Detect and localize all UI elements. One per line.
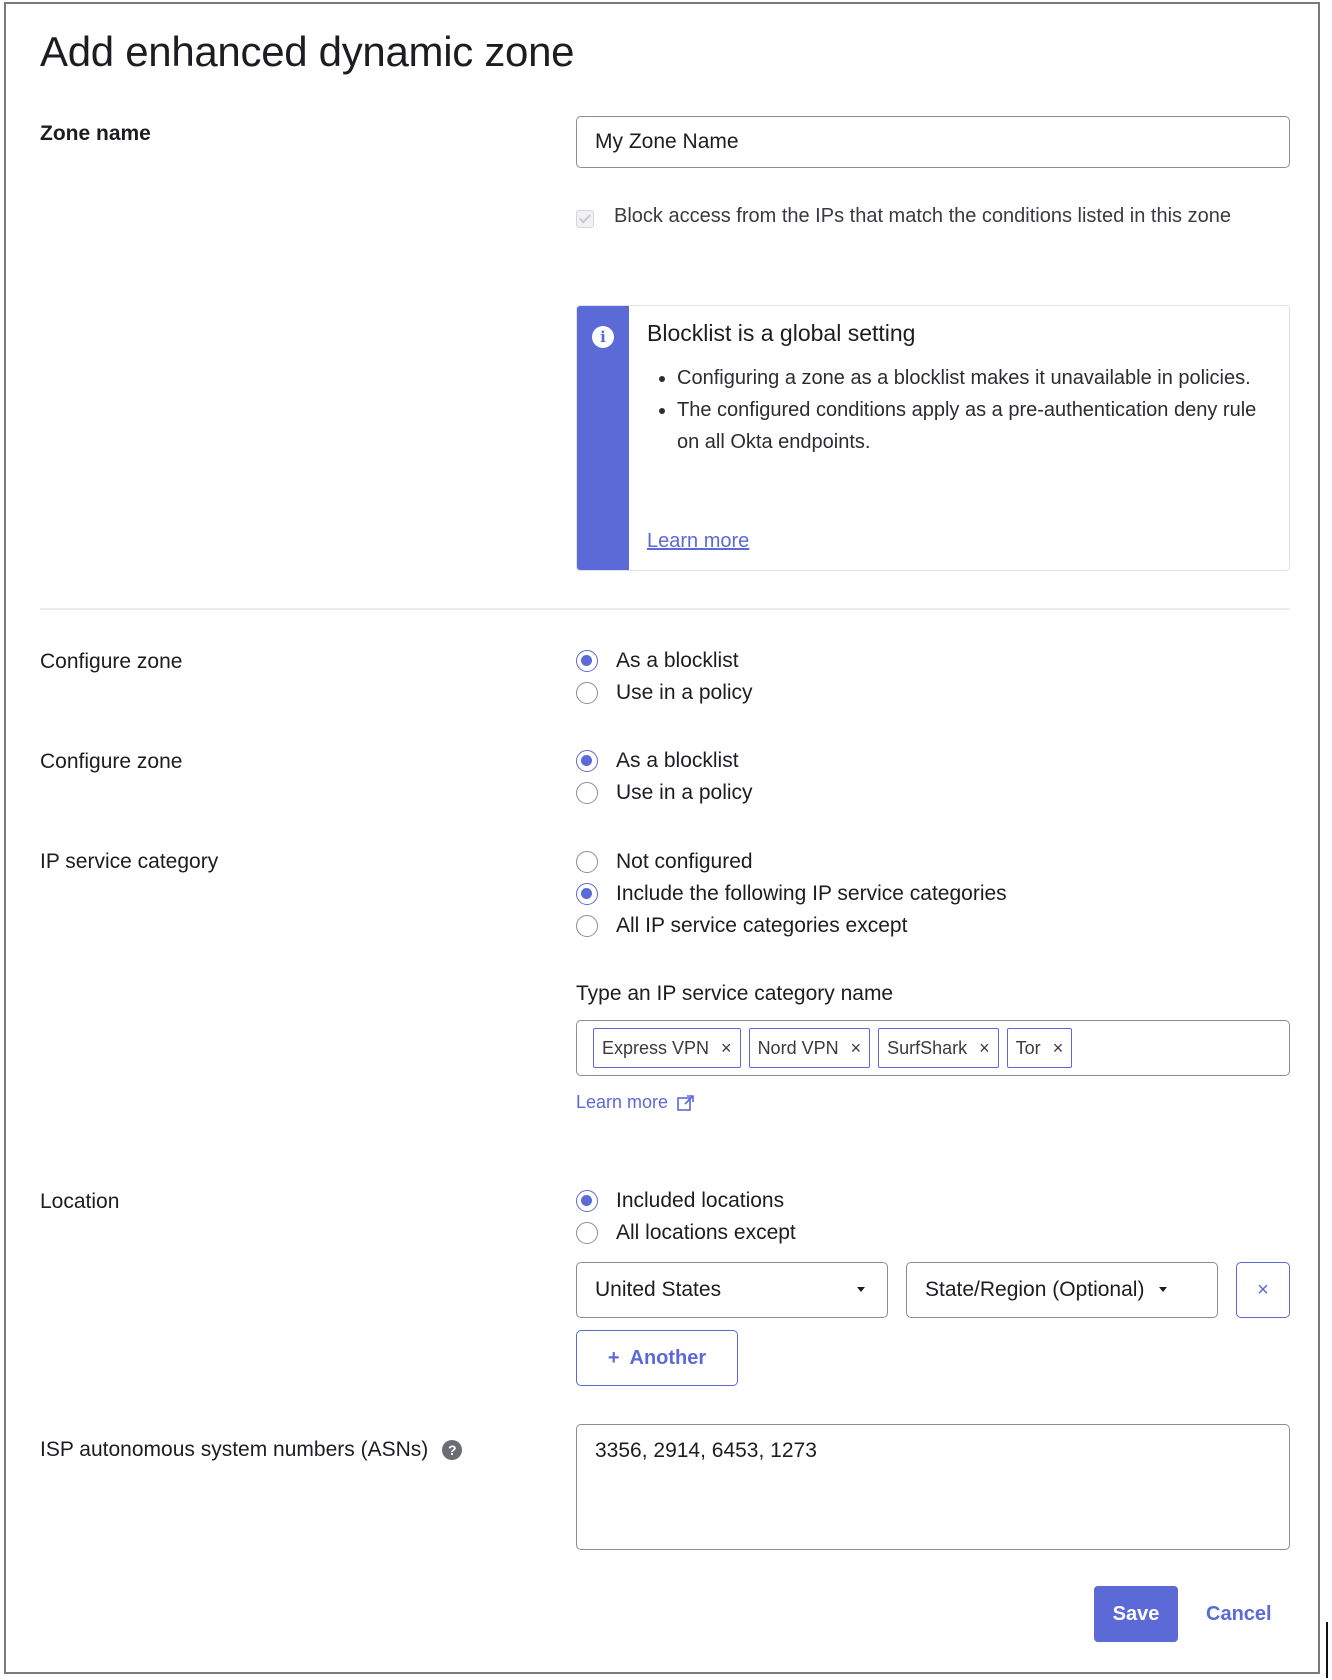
- callout-learn-more-link[interactable]: Learn more: [647, 530, 750, 552]
- ip-category-tag-input[interactable]: [576, 1020, 1290, 1076]
- radio-label: Include the following IP service categories: [616, 882, 1007, 905]
- radio-label: Not configured: [616, 850, 753, 873]
- callout-title: Blocklist is a global setting: [647, 320, 916, 346]
- configure-zone-label: Configure zone: [40, 650, 183, 673]
- callout-bullets: [647, 362, 1277, 458]
- state-region-placeholder: State/Region (Optional): [925, 1278, 1145, 1301]
- asn-label: ISP autonomous system numbers (ASNs): [40, 1438, 429, 1461]
- radio-option-blocklist[interactable]: [576, 645, 753, 677]
- radio-label: All IP service categories except: [616, 914, 908, 937]
- tag-label: Tor: [1015, 1037, 1041, 1058]
- tag-chip: [593, 1028, 741, 1068]
- tag-remove-icon[interactable]: ×: [979, 1037, 990, 1058]
- configure-zone-label-2: Configure zone: [40, 750, 183, 773]
- help-icon[interactable]: ?: [442, 1440, 462, 1460]
- radio-button[interactable]: [576, 851, 598, 873]
- country-select-value: United States: [595, 1278, 722, 1301]
- radio-button[interactable]: [576, 883, 598, 905]
- radio-button[interactable]: [576, 782, 598, 804]
- cursor-mark: [1326, 1622, 1328, 1678]
- plus-icon: +: [607, 1346, 620, 1369]
- page-title: Add enhanced dynamic zone: [40, 28, 575, 75]
- asn-textarea[interactable]: [576, 1424, 1290, 1550]
- save-button[interactable]: Save: [1094, 1586, 1178, 1642]
- radio-button[interactable]: [576, 915, 598, 937]
- ip-category-learn-more-link[interactable]: [576, 1092, 696, 1113]
- radio-label: All locations except: [616, 1221, 796, 1244]
- close-icon: ×: [1257, 1278, 1269, 1301]
- tag-label: Nord VPN: [757, 1037, 839, 1058]
- add-another-location-button[interactable]: [576, 1330, 738, 1386]
- radio-option-include[interactable]: [576, 878, 1007, 910]
- radio-button[interactable]: [576, 1222, 598, 1244]
- radio-option-blocklist[interactable]: [576, 745, 753, 777]
- tag-label: Express VPN: [602, 1037, 710, 1058]
- chevron-down-icon: [1159, 1287, 1167, 1292]
- ip-service-category-radio-group: [576, 846, 1007, 942]
- radio-option-policy[interactable]: [576, 777, 753, 809]
- tag-chip: [749, 1028, 871, 1068]
- callout-bullet: • The configured conditions apply as a pre-authentication deny rule on all Okta endpoints.: [677, 394, 1277, 458]
- configure-zone-radio-group-2: [576, 745, 753, 809]
- zone-name-label: Zone name: [40, 122, 151, 145]
- radio-option-policy[interactable]: [576, 677, 753, 709]
- radio-label: Included locations: [616, 1189, 785, 1212]
- asn-label-row: [40, 1438, 462, 1462]
- location-radio-group: [576, 1185, 796, 1249]
- tag-label: SurfShark: [887, 1037, 968, 1058]
- tag-chip: [878, 1028, 999, 1068]
- state-region-select[interactable]: [906, 1262, 1218, 1318]
- radio-button[interactable]: [576, 682, 598, 704]
- ip-category-field-label: Type an IP service category name: [576, 982, 894, 1005]
- cancel-button[interactable]: Cancel: [1206, 1602, 1272, 1625]
- radio-option-except[interactable]: [576, 910, 1007, 942]
- tag-remove-icon[interactable]: ×: [1052, 1037, 1064, 1058]
- radio-label: As a blocklist: [616, 649, 739, 672]
- tag-remove-icon[interactable]: ×: [850, 1037, 862, 1058]
- radio-button[interactable]: [576, 650, 598, 672]
- zone-name-input[interactable]: [576, 116, 1290, 168]
- location-label: Location: [40, 1190, 120, 1213]
- info-icon: i: [592, 326, 614, 348]
- tag-remove-icon[interactable]: ×: [721, 1037, 732, 1058]
- tag-chip: [1007, 1028, 1073, 1068]
- configure-zone-radio-group: [576, 645, 753, 709]
- ip-service-category-label: IP service category: [40, 850, 219, 873]
- radio-label: Use in a policy: [616, 781, 753, 804]
- country-select[interactable]: [576, 1262, 888, 1318]
- chevron-down-icon: [857, 1287, 865, 1292]
- radio-button[interactable]: [576, 750, 598, 772]
- radio-label: As a blocklist: [616, 749, 739, 772]
- radio-button[interactable]: [576, 1190, 598, 1212]
- callout-accent-bar: [577, 306, 629, 570]
- callout-bullet: • Configuring a zone as a blocklist makes it unavailable in policies.: [677, 362, 1277, 394]
- radio-option-included-locations[interactable]: [576, 1185, 796, 1217]
- block-access-label: Block access from the IPs that match the conditions listed in this zone: [614, 205, 1231, 227]
- radio-option-all-except[interactable]: [576, 1217, 796, 1249]
- section-divider: [40, 608, 1290, 610]
- block-access-row: [576, 206, 1236, 232]
- radio-option-not-configured[interactable]: [576, 846, 1007, 878]
- remove-location-button[interactable]: [1236, 1262, 1290, 1318]
- block-access-checkbox[interactable]: [576, 210, 594, 228]
- blocklist-callout: [576, 305, 1290, 571]
- learn-more-label: Learn more: [576, 1092, 669, 1112]
- another-button-label: Another: [629, 1346, 707, 1369]
- external-link-icon: [676, 1093, 696, 1113]
- radio-label: Use in a policy: [616, 681, 753, 704]
